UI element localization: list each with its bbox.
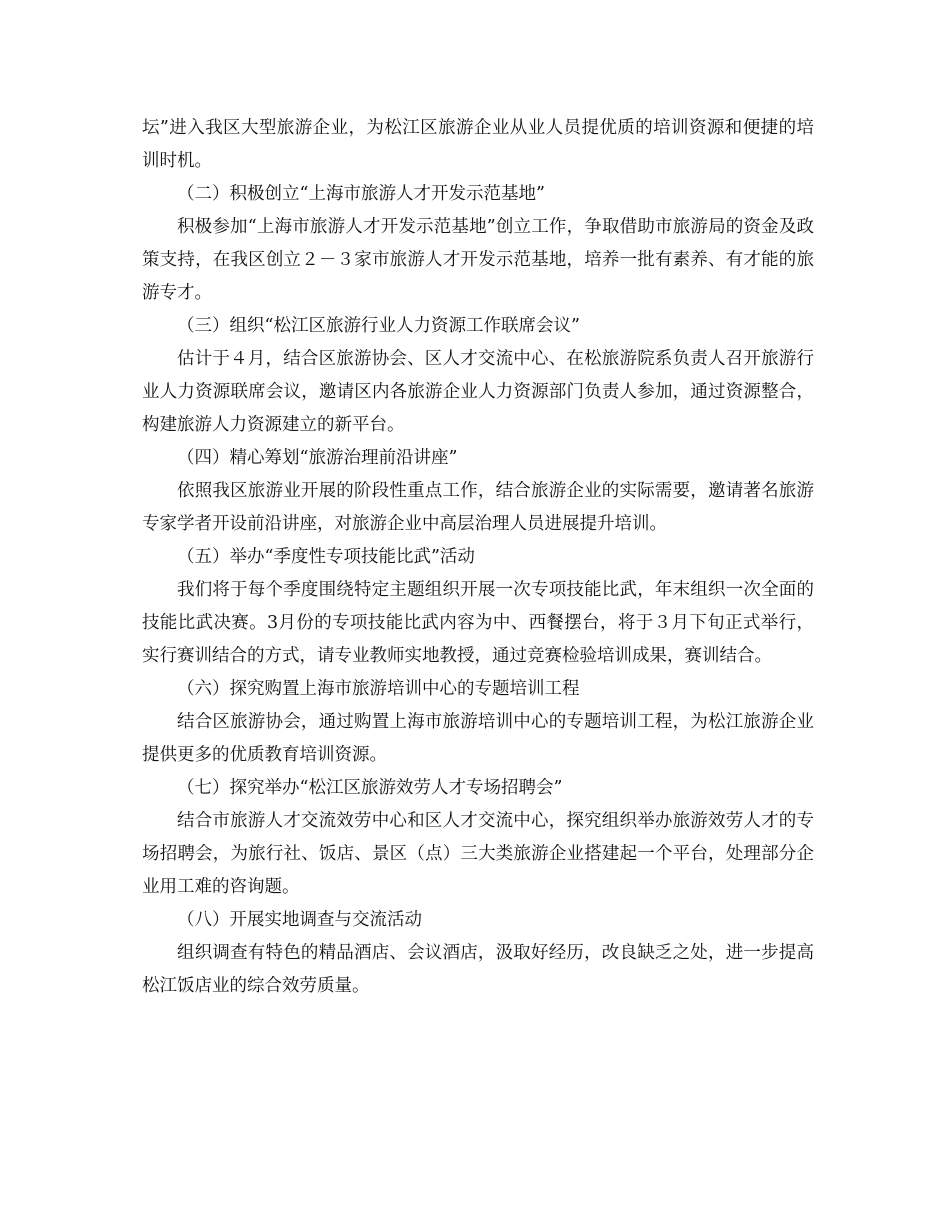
- paragraph: 积极参加“上海市旅游人才开发示范基地”创立工作，争取借助市旅游局的资金及政策支持，在我区创立２－３家市旅游人才开发示范基地，培养一批有素养、有才能的旅游专才。: [142, 217, 814, 303]
- paragraph: 依照我区旅游业开展的阶段性重点工作，结合旅游企业的实际需要，邀请著名旅游专家学者开设前沿讲座，对旅游企业中高层治理人员进展提升培训。: [142, 481, 814, 534]
- section-heading-4: （四）精心筹划“旅游治理前沿讲座”: [177, 448, 458, 468]
- paragraph: 我们将于每个季度围绕特定主题组织开展一次专项技能比武，年末组织一次全面的技能比武决赛。3月份的专项技能比武内容为中、西餐摆台，将于３月下旬正式举行，实行赛训结合的方式，请专业教师实地教授，通过竞赛检验培训成果，赛训结合。: [142, 580, 814, 666]
- section-heading-8: （八）开展实地调查与交流活动: [177, 910, 422, 930]
- section-heading-7: （七）探究举办“松江区旅游效劳人才专场招聘会”: [177, 778, 563, 798]
- paragraph: 结合市旅游人才交流效劳中心和区人才交流中心，探究组织举办旅游效劳人才的专场招聘会，为旅行社、饭店、景区（点）三大类旅游企业搭建起一个平台，处理部分企业用工难的咨询题。: [142, 811, 814, 897]
- paragraph: 估计于４月，结合区旅游协会、区人才交流中心、在松旅游院系负责人召开旅游行业人力资源联席会议，邀请区内各旅游企业人力资源部门负责人参加，通过资源整合，构建旅游人力资源建立的新平台。: [142, 349, 814, 435]
- section-heading-5: （五）举办“季度性专项技能比武”活动: [177, 547, 475, 567]
- section-heading-3: （三）组织“松江区旅游行业人力资源工作联席会议”: [177, 316, 580, 336]
- paragraph: 结合区旅游协会，通过购置上海市旅游培训中心的专题培训工程，为松江旅游企业提供更多的优质教育培训资源。: [142, 712, 814, 765]
- section-heading-6: （六）探究购置上海市旅游培训中心的专题培训工程: [177, 679, 580, 699]
- paragraph: 组织调查有特色的精品酒店、会议酒店，汲取好经历，改良缺乏之处，进一步提高松江饭店业的综合效劳质量。: [142, 943, 814, 996]
- section-heading-2: （二）积极创立“上海市旅游人才开发示范基地”: [177, 184, 545, 204]
- paragraph-continuation: 坛”进入我区大型旅游企业，为松江区旅游企业从业人员提优质的培训资源和便捷的培训时机。: [142, 118, 814, 171]
- document-body: [142, 112, 814, 1003]
